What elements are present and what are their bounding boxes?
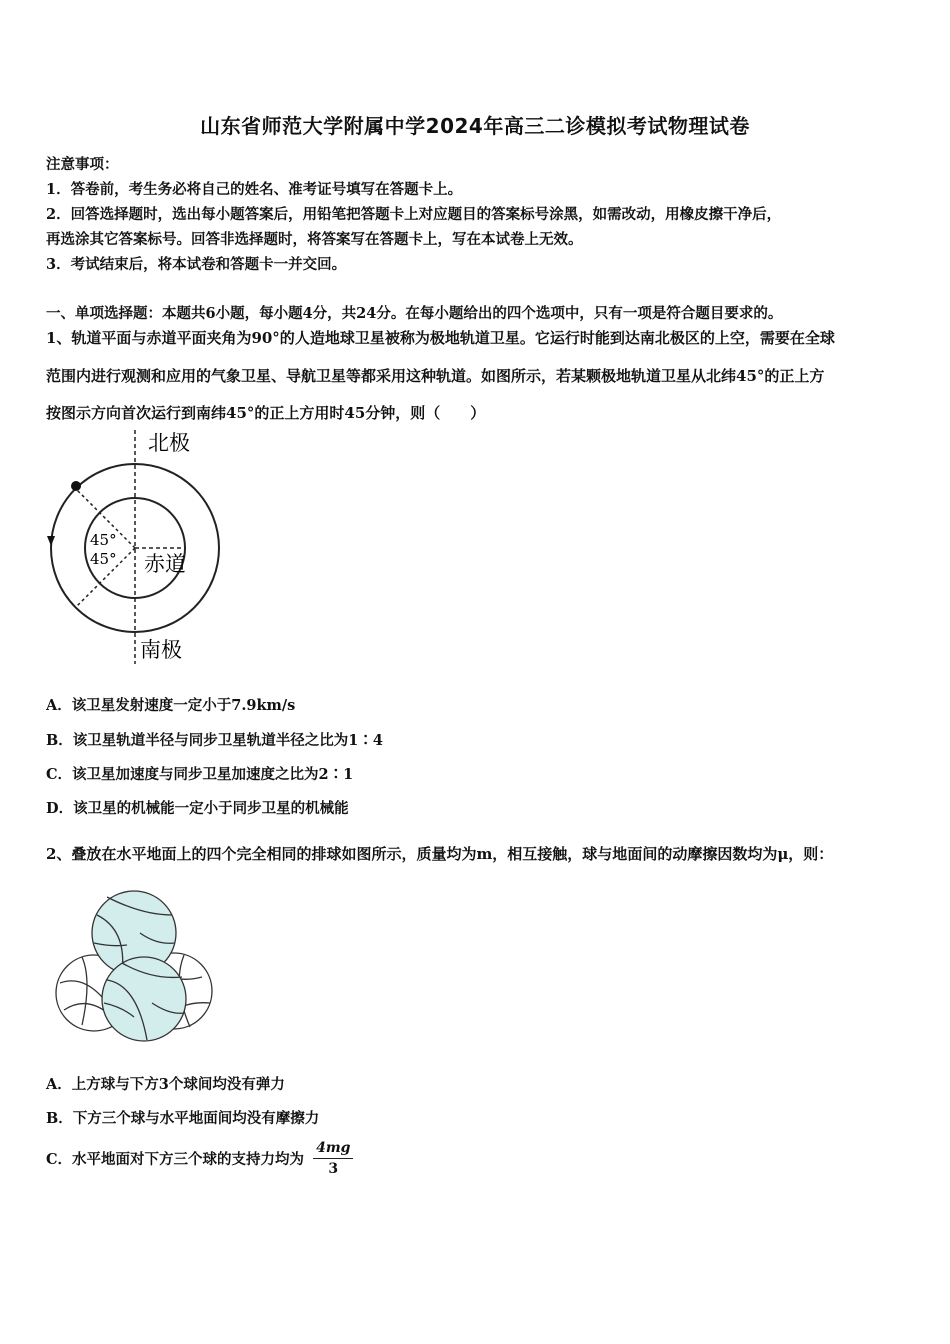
fraction-denominator: 3 (328, 1161, 339, 1177)
polar-orbit-figure (40, 428, 240, 668)
q2-option-a: A．上方球与下方3个球间均没有弹力 (46, 1076, 285, 1093)
q2-line: 2、叠放在水平地面上的四个完全相同的排球如图所示，质量均为m，相互接触，球与地面间的动摩擦因数均为μ，则： (46, 845, 834, 863)
satellite-dot (71, 481, 81, 491)
page-title: 山东省师范大学附属中学2024年高三二诊模拟考试物理试卷 (200, 114, 750, 138)
notice-item-2-cont: 再选涂其它答案标号。回答非选择题时，将答案写在答题卡上，写在本试卷上无效。 (46, 231, 583, 248)
fraction-numerator: 4mg (313, 1140, 353, 1159)
notice-item-2: 2．回答选择题时，选出每小题答案后，用铅笔把答题卡上对应题目的答案标号涂黑，如需改动，用橡皮擦干净后， (46, 206, 782, 223)
q1-line-2: 范围内进行观测和应用的气象卫星、导航卫星等都采用这种轨道。如图所示，若某颗极地轨道卫星从北纬45°的正上方 (46, 367, 825, 385)
q1-option-a: A．该卫星发射速度一定小于7.9km/s (46, 697, 296, 714)
q2-option-b: B．下方三个球与水平地面间均没有摩擦力 (46, 1110, 320, 1127)
angle-top-label: 45° (90, 531, 117, 549)
stacked-balls-figure (52, 885, 217, 1045)
notice-item-1: 1．答卷前，考生务必将自己的姓名、准考证号填写在答题卡上。 (46, 181, 463, 198)
q1-option-d: D．该卫星的机械能一定小于同步卫星的机械能 (46, 800, 349, 817)
angle-bottom-label: 45° (90, 550, 117, 568)
q2-option-c-text: C．水平地面对下方三个球的支持力均为 (46, 1151, 305, 1168)
q2-option-c (46, 1140, 353, 1177)
section-heading: 一、单项选择题：本题共6小题，每小题4分，共24分。在每小题给出的四个选项中，只有一项是符合题目要求的。 (46, 305, 783, 322)
notice-heading: 注意事项： (46, 156, 119, 173)
q1-option-c: C．该卫星加速度与同步卫星加速度之比为2∶1 (46, 766, 354, 783)
north-pole-label: 北极 (148, 431, 190, 455)
direction-arrow-icon (47, 536, 55, 546)
q1-line-3: 按图示方向首次运行到南纬45°的正上方用时45分钟，则（ ） (46, 404, 486, 422)
notice-item-3: 3．考试结束后，将本试卷和答题卡一并交回。 (46, 256, 347, 273)
equator-label: 赤道 (144, 552, 186, 576)
support-force-fraction (313, 1140, 353, 1177)
q1-line-1: 1、轨道平面与赤道平面夹角为90°的人造地球卫星被称为极地轨道卫星。它运行时能到达南北极区的上空，需要在全球 (46, 329, 835, 347)
south-pole-label: 南极 (140, 638, 182, 662)
q1-option-b: B．该卫星轨道半径与同步卫星轨道半径之比为1∶4 (46, 732, 383, 749)
